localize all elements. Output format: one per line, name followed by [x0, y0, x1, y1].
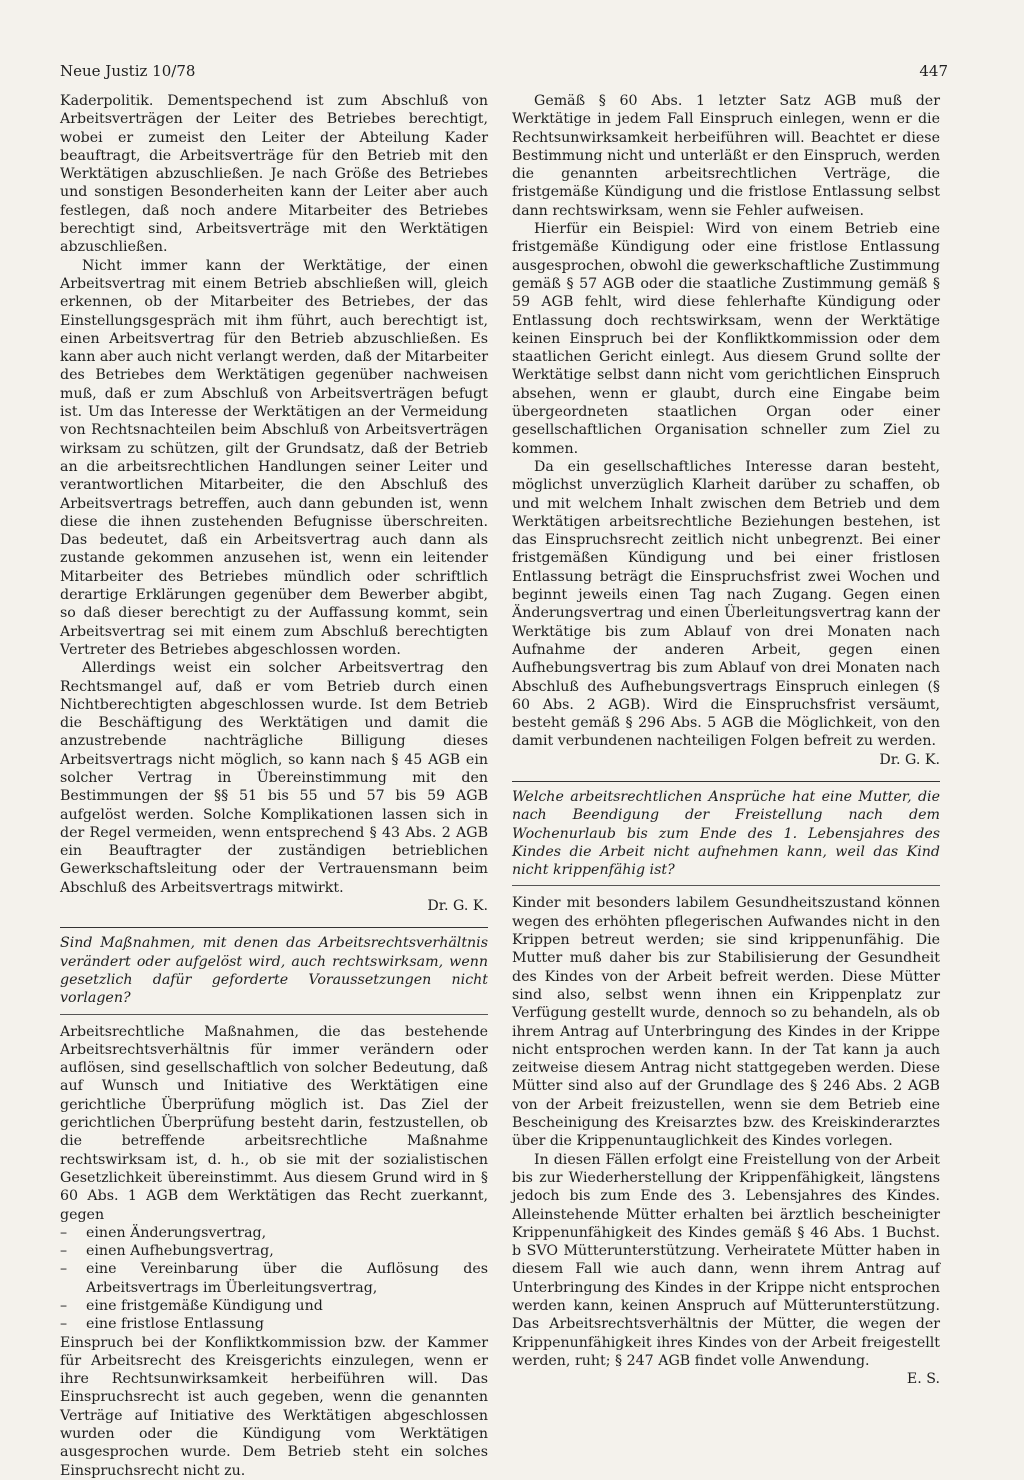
- section-divider: [60, 927, 488, 928]
- paragraph: Arbeitsrechtliche Maßnahmen, die das bestehende Arbeitsrechtsverhältnis für immer verändern oder auflösen, sind gesellschaftlich von solcher Bedeutung, daß auf Wunsch und Initiative des Werktätigen eine gerichtliche Überprüfung möglich ist. Das Ziel der gerichtlichen Überprüfung besteht darin, festzustellen, ob die betreffende arbeitsrechtliche Maßnahme rechtswirksam ist, d. h., ob sie mit der sozialistischen Gesetzlichkeit übereinstimmt. Aus diesem Grund wird in § 60 Abs. 1 AGB dem Werktätigen das Recht zuerkannt, gegen: [60, 1023, 488, 1223]
- paragraph: Einspruch bei der Konfliktkommission bzw. der Kammer für Arbeitsrecht des Kreisgerichts einzulegen, wenn er ihre Rechtsunwirksamkeit herbeiführen will. Das Einspruchsrecht ist auch gegeben, wenn die genannten Verträge auf Initiative des Werktätigen abgeschlossen wurden oder die Kündigung vom Werktätigen ausgesprochen wurde. Dem Betrieb steht ein solches Einspruchsrecht nicht zu.: [60, 1334, 488, 1479]
- list-item: – einen Aufhebungsvertrag,: [60, 1242, 488, 1260]
- list-item: – eine Vereinbarung über die Auflösung des Arbeitsvertrags im Überleitungsvertrag,: [60, 1260, 488, 1297]
- question-divider: [512, 885, 940, 886]
- question-heading: Welche arbeitsrechtlichen Ansprüche hat eine Mutter, die nach Beendigung der Freistellung nach dem Wochenurlaub bis zum Ende des 1. Lebensjahres des Kindes die Arbeit nicht aufnehmen kann, weil das Kind nicht krippenfähig ist?: [512, 788, 940, 879]
- question-heading: Sind Maßnahmen, mit denen das Arbeitsrechtsverhältnis verändert oder aufgelöst wird, auch rechtswirksam, wenn gesetzlich dafür geforderte Voraussetzungen nicht vorlagen?: [60, 935, 488, 1007]
- journal-title: Neue Justiz 10/78: [60, 62, 196, 80]
- paragraph: Nicht immer kann der Werktätige, der einen Arbeitsvertrag mit einem Betrieb abschließen will, gleich erkennen, ob der Mitarbeiter des Betriebes, der das Einstellungsgespräch mit ihm führt, auch berechtigt ist, einen Arbeitsvertrag für den Betrieb abzuschließen. Es kann aber auch nicht verlangt werden, daß der Mitarbeiter des Betriebes dem Werktätigen gegenüber nachweisen muß, daß er zum Abschluß von Arbeitsverträgen befugt ist. Um das Interesse der Werktätigen an der Vermeidung von Rechtsnachteilen beim Abschluß von Arbeitsverträgen wirksam zu schützen, gilt der Grundsatz, daß der Betrieb an die arbeitsrechtlichen Handlungen seiner Leiter und verantwortlichen Mitarbeiter, die den Abschluß des Arbeitsvertrags betreffen, auch dann gebunden ist, wenn diese die ihnen zustehenden Befugnisse überschreiten. Das bedeutet, daß ein Arbeitsvertrag auch dann als zustande gekommen anzusehen ist, wenn ein leitender Mitarbeiter des Betriebes mündlich oder schriftlich derartige Erklärungen gegenüber dem Bewerber abgibt, so daß dieser berechtigt zu der Auffassung kommt, sein Arbeitsvertrag sei mit einem zum Abschluß berechtigten Vertreter des Betriebes abgeschlossen worden.: [60, 257, 489, 658]
- page-header: [60, 62, 948, 82]
- paragraph: Gemäß § 60 Abs. 1 letzter Satz AGB muß der Werktätige in jedem Fall Einspruch einlegen, wenn er die Rechtsunwirksamkeit herbeiführen will. Beachtet er diese Bestimmung nicht und unterläßt er den Einspruch, werden die genannten arbeitsrechtlichen Verträge, die fristgemäße Kündigung und die fristlose Entlassung selbst dann rechtswirksam, wenn sie Fehler aufweisen.: [512, 93, 940, 219]
- question-divider: [60, 1014, 488, 1015]
- section-divider: [512, 781, 940, 782]
- author-signature: Dr. G. K.: [879, 751, 940, 768]
- paragraph: Allerdings weist ein solcher Arbeitsvertrag den Rechtsmangel auf, daß er vom Betrieb durch einen Nichtberechtigten abgeschlossen wurde. Ist dem Betrieb die Beschäftigung des Werktätigen und damit die anzustrebende nachträgliche Billigung dieses Arbeitsvertrags nicht möglich, so kann nach § 45 AGB ein solcher Vertrag in Übereinstimmung mit den Bestimmungen der §§ 51 bis 55 und 57 bis 59 AGB aufgelöst werden. Solche Komplikationen lassen sich in der Regel vermeiden, wenn entsprechend § 43 Abs. 2 AGB ein Beauftragter der zuständigen betrieblichen Gewerkschaftsleitung oder der Vertrauensmann beim Abschluß des Arbeitsvertrags mitwirkt.: [60, 660, 488, 896]
- list-item: – eine fristlose Entlassung: [60, 1315, 488, 1333]
- author-signature: E. S.: [906, 1371, 940, 1388]
- page-number: 447: [919, 62, 948, 80]
- paragraph: In diesen Fällen erfolgt eine Freistellung von der Arbeit bis zur Wiederherstellung der Krippenfähigkeit, längstens jedoch bis zum Ende des 3. Lebensjahres des Kindes. Alleinstehende Mütter erhalten bei ärztlich bescheinigter Krippenunfähigkeit des Kindes gemäß § 46 Abs. 1 Buchst. b SVO Mütterunterstützung. Verheiratete Mütter haben in diesem Fall wie auch dann, wenn ihrem Antrag auf Unterbringung des Kindes in der Krippe nicht entsprochen werden kann, keinen Anspruch auf Mütterunterstützung. Das Arbeitsrechtsverhältnis der Mütter, die wegen der Krippenunfähigkeit ihres Kindes von der Arbeit freigestellt werden, ruht; § 247 AGB findet volle Anwendung.: [512, 1151, 940, 1369]
- list-item: – einen Änderungsvertrag,: [60, 1224, 488, 1242]
- paragraph: Kinder mit besonders labilem Gesundheitszustand können wegen des erhöhten pflegerischen Aufwandes nicht in den Krippen betreut werden; sie sind krippenunfähig. Die Mutter muß daher bis zur Stabilisierung der Gesundheit des Kindes von der Arbeit befreit werden. Diese Mütter sind also, selbst wenn ihnen ein Krippenplatz zur Verfügung gestellt wurde, dennoch so zu behandeln, als ob ihrem Antrag auf Unterbringung des Kindes in der Krippe nicht entsprochen werden kann. In der Tat kann ja auch zeitweise diesem Antrag nicht stattgegeben werden. Diese Mütter sind also auf der Grundlage des § 246 Abs. 2 AGB von der Arbeit freizustellen, wenn sie dem Betrieb eine Bescheinigung des Kreisarztes bzw. des Kreiskinderarztes über die Krippenuntauglichkeit des Kindes vorlegen.: [512, 895, 940, 1150]
- right-column: [512, 92, 940, 1388]
- paragraph: Hierfür ein Beispiel: Wird von einem Betrieb eine fristgemäße Kündigung oder eine fristlose Entlassung ausgesprochen, obwohl die gewerkschaftliche Zustimmung gemäß § 57 AGB oder die staatliche Zustimmung gemäß § 59 AGB fehlt, wird diese fehlerhafte Kündigung oder Entlassung doch rechtswirksam, wenn der Werktätige keinen Einspruch bei der Konfliktkommission oder dem staatlichen Gericht einlegt. Aus diesem Grund sollte der Werktätige selbst dann nicht vom gerichtlichen Einspruch absehen, wenn er glaubt, durch eine Eingabe beim übergeordneten staatlichen Organ oder einer gesellschaftlichen Organisation schneller zum Ziel zu kommen.: [512, 221, 940, 457]
- paragraph: Da ein gesellschaftliches Interesse daran besteht, möglichst unverzüglich Klarheit darüber zu schaffen, ob und mit welchem Inhalt zwischen dem Betrieb und dem Werktätigen arbeitsrechtliche Beziehungen bestehen, ist das Einspruchsrecht zeitlich nicht unbegrenzt. Bei einer fristgemäßen Kündigung und bei einer fristlosen Entlassung beträgt die Einspruchsfrist zwei Wochen und beginnt jeweils einen Tag nach Zugang. Gegen einen Änderungsvertrag und einen Überleitungsvertrag kann der Werktätige bis zum Ablauf von drei Monaten nach Aufnahme der anderen Arbeit, gegen einen Aufhebungsvertrag bis zum Ablauf von drei Monaten nach Abschluß des Aufhebungsvertrags Einspruch einlegen (§ 60 Abs. 2 AGB). Wird die Einspruchsfrist versäumt, besteht gemäß § 296 Abs. 5 AGB die Möglichkeit, von den damit verbundenen nachteiligen Folgen befreit zu werden.: [512, 458, 940, 750]
- dash-list: [60, 1224, 488, 1334]
- paragraph: Kaderpolitik. Dementspechend ist zum Abschluß von Arbeitsverträgen der Leiter des Betriebes berechtigt, wobei er zumeist den Leiter der Abteilung Kader beauftragt, die Arbeitsverträge für den Betrieb mit den Werktätigen abzuschließen. Je nach Größe des Betriebes und sonstigen Besonderheiten kann der Leiter aber auch festlegen, daß noch andere Mitarbeiter des Betriebes berechtigt sind, Arbeitsverträge mit den Werktätigen abzuschließen.: [60, 93, 488, 256]
- list-item: – eine fristgemäße Kündigung und: [60, 1297, 488, 1315]
- author-signature: Dr. G. K.: [427, 898, 488, 915]
- left-column: [60, 92, 488, 1480]
